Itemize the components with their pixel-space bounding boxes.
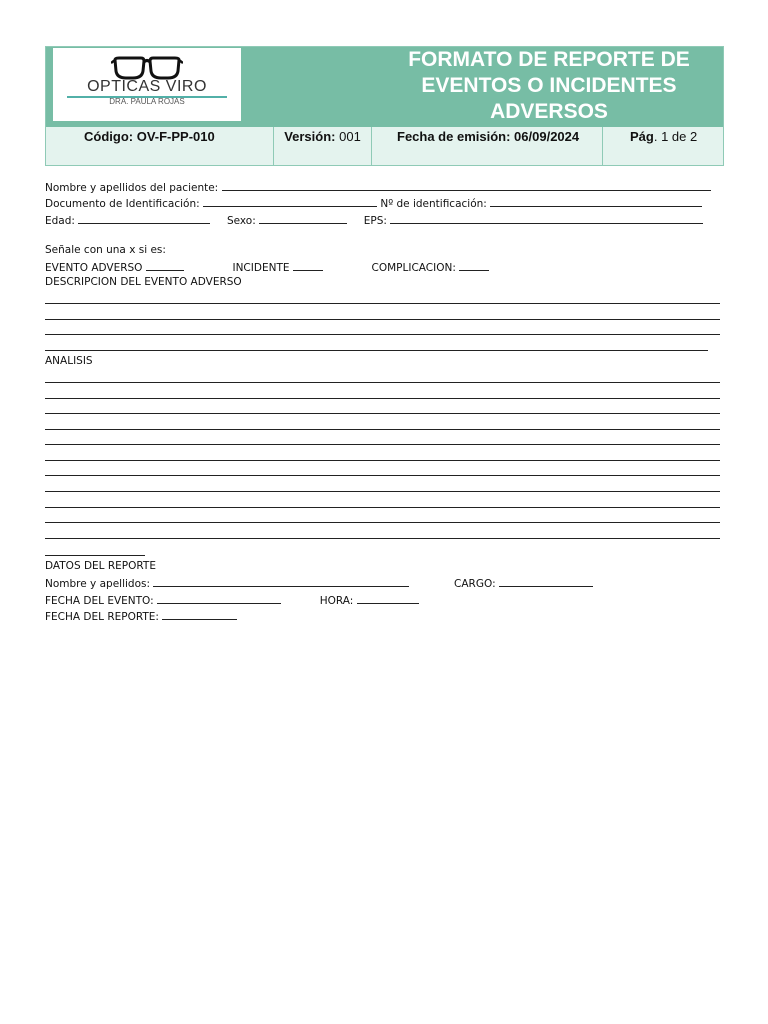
- nombre-label: Nombre y apellidos:: [45, 578, 151, 590]
- analisis-line[interactable]: [45, 413, 720, 414]
- sexo-field[interactable]: [259, 213, 347, 224]
- analisis-line[interactable]: [45, 429, 720, 430]
- fecha-emision-cell: [372, 127, 603, 165]
- descripcion-line[interactable]: [45, 334, 720, 335]
- nid-label: Nº de identificación:: [380, 198, 487, 210]
- reportante-row: [45, 576, 593, 590]
- pagina-cell: [603, 127, 723, 165]
- fecha-evento-row: [45, 593, 419, 607]
- hora-field[interactable]: [357, 593, 419, 604]
- evento-adverso-label: EVENTO ADVERSO: [45, 262, 143, 274]
- paciente-row: [45, 180, 711, 194]
- hora-label: HORA:: [319, 595, 354, 607]
- analisis-line[interactable]: [45, 507, 720, 508]
- codigo-label: Código:: [84, 129, 134, 144]
- fecha-emision-value: 06/09/2024: [514, 129, 580, 144]
- cargo-field[interactable]: [499, 576, 593, 587]
- logo-subtitle: DRA. PAULA ROJAS: [109, 97, 185, 106]
- analisis-line[interactable]: [45, 475, 720, 476]
- pagina-label: Pág: [630, 129, 654, 144]
- documento-label: Documento de Identificación:: [45, 198, 200, 210]
- analisis-line[interactable]: [45, 398, 720, 399]
- fecha-reporte-row: [45, 609, 237, 623]
- codigo-value: OV-F-PP-010: [136, 129, 215, 144]
- analisis-line[interactable]: [45, 538, 720, 539]
- fecha-emision-label: Fecha de emisión:: [397, 129, 511, 144]
- document-info-row: [46, 127, 723, 165]
- tipo-evento-row: [45, 260, 489, 274]
- fecha-reporte-label: FECHA DEL REPORTE:: [45, 611, 159, 623]
- sexo-label: Sexo:: [226, 215, 256, 227]
- incidente-label: INCIDENTE: [232, 262, 290, 274]
- codigo-cell: [46, 127, 274, 165]
- cargo-label: CARGO:: [454, 578, 496, 590]
- document-title: FORMATO DE REPORTE DE EVENTOS O INCIDENTES ADVERSOS: [408, 48, 690, 123]
- analisis-line[interactable]: [45, 522, 720, 523]
- evento-adverso-field[interactable]: [146, 260, 184, 271]
- analisis-label: ANALISIS: [45, 355, 93, 367]
- logo-name: OPTICAS VIRO: [87, 78, 207, 95]
- senale-row: Señale con una x si es:: [45, 244, 166, 256]
- edad-row: [45, 213, 703, 227]
- documento-row: [45, 196, 702, 210]
- analisis-line[interactable]: [45, 444, 720, 445]
- paciente-label: Nombre y apellidos del paciente:: [45, 182, 219, 194]
- complicacion-label: COMPLICACION:: [371, 262, 456, 274]
- paciente-field[interactable]: [222, 180, 711, 191]
- nombre-field[interactable]: [153, 576, 409, 587]
- document-header: [45, 46, 724, 166]
- descripcion-line[interactable]: [45, 303, 720, 304]
- edad-label: Edad:: [45, 215, 75, 227]
- complicacion-field[interactable]: [459, 260, 489, 271]
- analisis-line[interactable]: [45, 460, 720, 461]
- eps-field[interactable]: [390, 213, 703, 224]
- fecha-evento-label: FECHA DEL EVENTO:: [45, 595, 154, 607]
- nid-field[interactable]: [490, 196, 702, 207]
- logo: [53, 48, 241, 121]
- header-band: [46, 47, 723, 127]
- descripcion-line[interactable]: [45, 350, 708, 351]
- fecha-evento-field[interactable]: [157, 593, 281, 604]
- version-cell: [274, 127, 372, 165]
- edad-field[interactable]: [78, 213, 210, 224]
- pagina-value: . 1 de 2: [653, 129, 698, 144]
- datos-reporte-label: DATOS DEL REPORTE: [45, 560, 156, 572]
- analisis-line[interactable]: [45, 491, 720, 492]
- descripcion-label: DESCRIPCION DEL EVENTO ADVERSO: [45, 276, 242, 288]
- analisis-line-short[interactable]: [45, 555, 145, 556]
- fecha-reporte-field[interactable]: [162, 609, 237, 620]
- incidente-field[interactable]: [293, 260, 323, 271]
- analisis-line[interactable]: [45, 382, 720, 383]
- documento-field[interactable]: [203, 196, 377, 207]
- version-value: 001: [339, 129, 361, 144]
- eps-label: EPS:: [363, 215, 387, 227]
- version-label: Versión:: [284, 129, 336, 144]
- descripcion-line[interactable]: [45, 319, 720, 320]
